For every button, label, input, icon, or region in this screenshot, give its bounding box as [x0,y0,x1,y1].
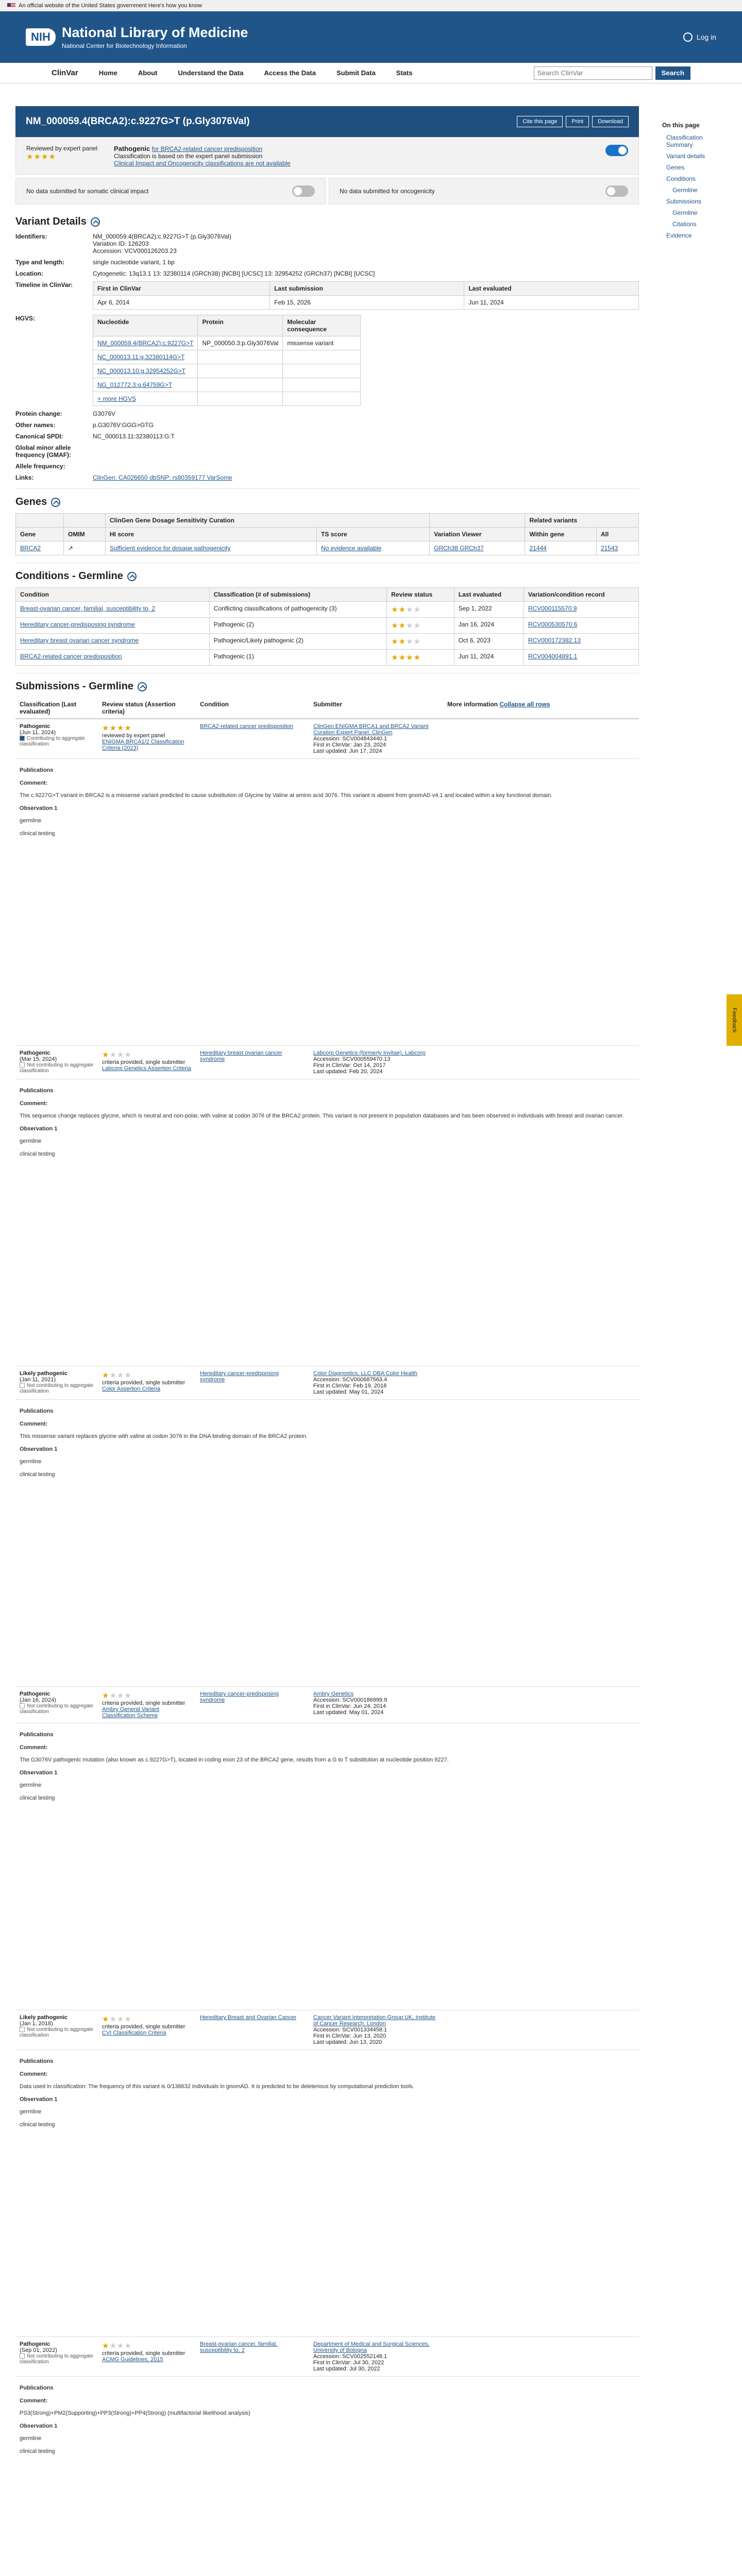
condition-row: Breast-ovarian cancer, familial, susceptibility to, 2 Conflicting classifications of pathogenicity (3) ★★★★ Sep 1, 2022 RCV000115570.9 [16,602,639,618]
nav-about[interactable]: About [138,69,158,77]
nih-badge: NIH [26,28,56,46]
genes-heading[interactable]: Genes [15,496,639,508]
sidebar-item[interactable]: Submissions [666,198,702,205]
submission-row: Pathogenic (Jun 11, 2024) Contributing to aggregate classification ★★★★ reviewed by expert panel ENIGMA BRCA1/2 Classification Criteria (2023) BRCA2-related cancer predisposition ClinGen ENIGMA BRCA1 and BRCA2 Variant Curation Expert Panel, ClinGen Accession: SCV004843440.1 First in ClinVar: Jan 23, 2024 Last updated: Jun 17, 2024 [15,719,639,759]
germline-overview: Reviewed by expert panel ★★★★ Pathogenic for BRCA2-related cancer predisposition Classification is based on the expert panel submission Clinical Impact and Oncogenicity classifications are not available [15,137,639,175]
more-hgvs[interactable]: + more HGVS [93,392,198,406]
site-title: National Library of Medicine [61,25,248,40]
contributing-icon [20,2353,25,2359]
site-subtitle: National Center for Biotechnology Information [61,42,187,49]
contributing-icon [20,1062,25,1067]
review-stars: ★★★★ [102,1691,132,1700]
contributing-icon [20,736,25,741]
review-stars: ★★★★ [102,2342,132,2350]
sidebar-title: On this page [662,122,700,129]
hgvs-table: Nucleotide Protein Molecular consequence NM_000059.4(BRCA2):c.9227G>T NP_000050.3:p.Gly3076Val missense variant NC_000013.11:g.32380114G>T NC_000013.10:g.32954252G>T NG_012772.3:g.64759G>T + more HGVS [93,315,361,406]
genes-table: ClinGen Gene Dosage Sensitivity Curation Related variants Gene OMIM HI score TS score Variation Viewer Within gene All BRCA2 ↗ Sufficient evidence for dosage pathogenicity No evidence available GRCh38 GRCh37 21444 21543 [15,513,639,555]
sidebar-item[interactable]: Germline [672,209,698,216]
submission-detail: Publications Comment: This sequence change replaces glycine, which is neutral and non-polar, with valine at codon 3076 of the BRCA2 protein. This variant is not present in population databases and has been observed in individuals with breast and ovarian cancer. Observation 1 germline clinical testing [15,1079,639,1366]
submission-row: Likely pathogenic (Jan 1, 2018) Not contributing to aggregate classification ★★★★ criteria provided, single submitter CVI Classification Criteria Hereditary Breast and Ovarian Cancer Cancer Variant Interpretation Group UK, Institute of Cancer Research, London Accession: SCV001334458.1 First in ClinVar: Jun 13, 2020 Last updated: Jun 13, 2020 [15,2010,639,2050]
feedback-button[interactable]: Feedback [727,994,742,1046]
sidebar-item[interactable]: Conditions [666,175,696,182]
classification: Pathogenic [114,145,150,152]
variant-titlebar [15,106,639,137]
submission-detail: Publications Comment: PS3(Strong)+PM2(Supporting)+PP3(Strong)+PP4(Strong) (multifactorial likelihood analysis) Observation 1 germline clinical testing [15,2377,639,2576]
nav-access[interactable]: Access the Data [264,69,316,77]
submission-row: Likely pathogenic (Jan 11, 2021) Not contributing to aggregate classification ★★★★ criteria provided, single submitter Color Assertion Criteria Hereditary cancer-predisposing syndrome Color Diagnostics, LLC DBA Color Health Accession: SCV000687563.4 First in ClinVar: Feb 19, 2018 Last updated: May 01, 2024 [15,1366,639,1400]
review-level: Reviewed by expert panel [26,145,98,152]
condition-link[interactable]: Hereditary cancer-predisposing syndrome [16,618,210,634]
review-stars: ★★★★ [391,605,421,614]
main-content: NM_000059.4(BRCA2):c.9227G>T (p.Gly3076Val) Cite this page Print Download Reviewed by expert panel ★★★★ Pathogenic for BRCA2-related cancer predisposition Classification is based on the expert panel submission Clinical Impact and Oncogenicity classifications are not available No data submitted for somatic clinical impact No data submitted for oncogenicity Variant Details Identifiers: NM_000059.4(BRCA2):c.9227G>T (p.Gly3076Val) Variation ID: 126203 Accession: VCV000126203.23 Type and length: single nucleotide variant, 1 bp Location: Cytogenetic: 13q13.1 13: 32380114 (GRCh38) [NCBI] [UCSC] 13: 32954252 (GRCh37) [NCBI] [UCSC] Timeline in ClinVar: First in ClinVar Last submission Last evaluated Apr 6, 2014 Feb 15, 2026 Jun 11, 2024 HGVS: Nucleotide Protein Molecular consequence NM_000059.4(BRCA2):c.9227G>T NP_000050.3:p.Gly3076Val missense variant NC_000013.11:g.32380114G>T NC_000013.10:g.32954252G>T NG_012772.3:g.64759G>T + more HGVS Protein change: G3076V Other names: p.G3076V:GGG>GTG Canonical SPDI: NC_000013.11:32380113:G:T Global minor allele frequency (GMAF): Allele frequency: Links: ClinGen: CA026650 dbSNP: rs80359177 VarSome Genes ClinGen Gene Dosage Sensitivity Curation Related variants Gene OMIM HI score TS score Variation Viewer Within gene All BRCA2 ↗ Sufficient evidence for dosage pathogenicity No evidence available GRCh38 GRCh37 21444 21543 Conditions - Germline Condition Classification (# of submissions) Review status Last evaluated Variation/condition record Breast-ovarian cancer, familial, susceptibility to, 2 Conflicting classifications of pathogenicity (3) ★★★★ Sep 1, 2022 RCV000115570.9 Hereditary cancer-predisposing syndrome Pathogenic (2) ★★★★ Jan 16, 2024 RCV000530570.6 Hereditary breast ovarian cancer syndrome Pathogenic/Likely pathogenic (2) ★★★★ Oct 6, 2023 RCV000172382.13 BRCA2-related cancer predisposition Pathogenic (1) ★★★★ Jun 11, 2024 RCV004004891.1 Submissions - Germline Classification (Last evaluated) Review status (Assertion criteria) Condition Submitter More information Collapse all rows Pathogenic (Jun 11, 2024) Contributing to aggregate classification ★★★★ reviewed by expert panel ENIGMA BRCA1/2 Classification Criteria (2023) BRCA2-related cancer predisposition ClinGen ENIGMA BRCA1 and BRCA2 Variant Curation Expert Panel, ClinGen Accession: SCV004843440.1 First in ClinVar: Jan 23, 2024 Last updated: Jun 17, 2024 Publications Comment: The c.9227G>T variant in BRCA2 is a missense variant predicted to cause substitution of Glycine by Valine at amino acid 3076. This variant is absent from gnomAD v4.1 and located within a key functional domain. Observation 1 germline clinical testing Pathogenic (Mar 15, 2024) Not contributing to aggregate classification ★★★★ criteria provided, single submitter Labcorp Genetics Assertion Criteria Hereditary breast ovarian cancer syndrome Labcorp Genetics (formerly Invitae), Labcorp Accession: SCV000559470.13 First in ClinVar: Oct 14, 2017 Last updated: Feb 20, 2024 Publications Comment: This sequence change replaces glycine, which is neutral and non-polar, with valine at codon 3076 of the BRCA2 protein. This variant is not present in population databases and has been observed in individuals with breast and ovarian cancer. Observation 1 germline clinical testing Likely pathogenic (Jan 11, 2021) Not contributing to aggregate classification ★★★★ criteria provided, single submitter Color Assertion Criteria Hereditary cancer-predisposing syndrome Color Diagnostics, LLC DBA Color Health Accession: SCV000687563.4 First in ClinVar: Feb 19, 2018 Last updated: May 01, 2024 Publications Comment: This missense variant replaces glycine with valine at codon 3076 in the DNA binding domain of the BRCA2 protein. Observation 1 germline clinical testing Pathogenic (Jan 16, 2024) Not contributing to aggregate classification ★★★★ criteria provided, single submitter Ambry General Variant Classification Scheme Hereditary cancer-predisposing syndrome Ambry Genetics Accession: SCV000186999.9 First in ClinVar: Jun 24, 2014 Last updated: May 01, 2024 Publications Comment: The G3076V pathogenic mutation (also known as c.9227G>T), located in coding exon 23 of the BRCA2 gene, results from a G to T substitution at nucleotide position 9227. Observation 1 germline clinical testing Likely pathogenic (Jan 1, 2018) Not contributing to aggregate classification ★★★★ criteria provided, single submitter CVI Classification Criteria Hereditary Breast and Ovarian Cancer Cancer Variant Interpretation Group UK, Institute of Cancer Research, London Accession: SCV001334458.1 First in ClinVar: Jun 13, 2020 Last updated: Jun 13, 2020 Publications Comment: Data used in classification: The frequency of this variant is 0/138632 individuals in gnomAD. It is predicted to be deleterious by computational prediction tools. Observation 1 germline clinical testing Pathogenic (Sep 01, 2022) Not contributing to aggregate classification ★★★★ criteria provided, single submitter ACMG Guidelines, 2015 Breast-ovarian cancer, familial, susceptibility to, 2 Department of Medical and Surgical Sciences, University of Bologna Accession: SCV002552148.1 First in ClinVar: Jul 30, 2022 Last updated: Jul 30, 2022 Publications Comment: PS3(Strong)+PM2(Supporting)+PP3(Strong)+PP4(Strong) (multifactorial likelihood analysis) Observation 1 germline clinical testing [0,106,654,2576]
condition-link[interactable]: Hereditary breast ovarian cancer syndrome [16,634,210,650]
clinvar-home[interactable]: ClinVar [52,69,78,77]
condition-link[interactable]: for BRCA2-related cancer predisposition [151,145,263,152]
gov-banner: An official website of the United States government Here's how you know [0,0,742,11]
page-title: NM_000059.4(BRCA2):c.9227G>T (p.Gly3076Val) [26,116,250,127]
somatic-box: No data submitted for somatic clinical impact [15,178,326,205]
review-stars: ★★★★ [391,621,421,630]
submission-detail: Publications Comment: This missense variant replaces glycine with valine at codon 3076 in the DNA binding domain of the BRCA2 protein. Observation 1 germline clinical testing [15,1400,639,1687]
conditions-table: Condition Classification (# of submissions) Review status Last evaluated Variation/condition record Breast-ovarian cancer, familial, susceptibility to, 2 Conflicting classifications of pathogenicity (3) ★★★★ Sep 1, 2022 RCV000115570.9 Hereditary cancer-predisposing syndrome Pathogenic (2) ★★★★ Jan 16, 2024 RCV000530570.6 Hereditary breast ovarian cancer syndrome Pathogenic/Likely pathogenic (2) ★★★★ Oct 6, 2023 RCV000172382.13 BRCA2-related cancer predisposition Pathogenic (1) ★★★★ Jun 11, 2024 RCV004004891.1 [15,587,639,666]
submission-row: Pathogenic (Jan 16, 2024) Not contributing to aggregate classification ★★★★ criteria provided, single submitter Ambry General Variant Classification Scheme Hereditary cancer-predisposing syndrome Ambry Genetics Accession: SCV000186999.9 First in ClinVar: Jun 24, 2014 Last updated: May 01, 2024 [15,1687,639,1723]
nav-home[interactable]: Home [98,69,117,77]
collapse-icon[interactable] [138,682,147,691]
submission-row: Pathogenic (Mar 15, 2024) Not contributing to aggregate classification ★★★★ criteria provided, single submitter Labcorp Genetics Assertion Criteria Hereditary breast ovarian cancer syndrome Labcorp Genetics (formerly Invitae), Labcorp Accession: SCV000559470.13 First in ClinVar: Oct 14, 2017 Last updated: Feb 20, 2024 [15,1046,639,1079]
collapse-all-button[interactable]: Collapse all rows [499,701,550,708]
sidebar-item[interactable]: Variant details [666,152,705,160]
condition-link[interactable]: BRCA2-related cancer predisposition [16,650,210,666]
conditions-heading[interactable]: Conditions - Germline [15,570,639,582]
contributing-icon [20,2027,25,2032]
review-stars: ★★★★ [102,2015,132,2024]
nav-submit[interactable]: Submit Data [336,69,376,77]
us-flag-icon [7,3,15,8]
review-stars: ★★★★ [102,1371,132,1380]
submission-detail: Publications Comment: The c.9227G>T variant in BRCA2 is a missense variant predicted to cause substitution of Glycine by Valine at amino acid 3076. This variant is absent from gnomAD v4.1 and located within a key functional domain. Observation 1 germline clinical testing [15,759,639,1046]
variant-details-heading[interactable]: Variant Details [15,216,639,228]
cite-button[interactable]: Cite this page [517,116,563,127]
condition-row: BRCA2-related cancer predisposition Pathogenic (1) ★★★★ Jun 11, 2024 RCV004004891.1 [16,650,639,666]
collapse-icon[interactable] [127,572,137,581]
login-link[interactable]: Log in [683,32,716,42]
nav-stats[interactable]: Stats [396,69,413,77]
sidebar-item[interactable]: Citations [672,221,697,228]
print-button[interactable]: Print [566,116,589,127]
search-button[interactable]: Search [655,66,690,80]
germline-toggle[interactable] [605,145,628,156]
submission-row: Pathogenic (Sep 01, 2022) Not contributing to aggregate classification ★★★★ criteria provided, single submitter ACMG Guidelines, 2015 Breast-ovarian cancer, familial, susceptibility to, 2 Department of Medical and Surgical Sciences, University of Bologna Accession: SCV002552148.1 First in ClinVar: Jul 30, 2022 Last updated: Jul 30, 2022 [15,2337,639,2377]
clinvar-nav [0,63,742,83]
on-this-page [662,122,734,241]
search-input[interactable] [534,66,652,80]
variant-details: Identifiers: NM_000059.4(BRCA2):c.9227G>T (p.Gly3076Val) Variation ID: 126203 Accession: VCV000126203.23 Type and length: single nucleotide variant, 1 bp Location: Cytogenetic: 13q13.1 13: 32380114 (GRCh38) [NCBI] [UCSC] 13: 32954252 (GRCh37) [NCBI] [UCSC] Timeline in ClinVar: First in ClinVar Last submission Last evaluated Apr 6, 2014 Feb 15, 2026 Jun 11, 2024 [15,233,639,310]
condition-link[interactable]: Breast-ovarian cancer, familial, susceptibility to, 2 [16,602,210,618]
oncogenicity-box: No data submitted for oncogenicity [329,178,639,205]
sidebar-item[interactable]: Genes [666,164,685,171]
review-stars: ★★★★ [391,637,421,646]
nlm-header [0,11,742,63]
contributing-icon [20,1383,25,1388]
review-stars: ★★★★ [102,1050,132,1059]
omim-link-icon[interactable]: ↗ [63,541,105,555]
collapse-icon[interactable] [91,217,100,227]
somatic-toggle[interactable] [292,185,315,197]
submission-detail: Publications Comment: Data used in classification: The frequency of this variant is 0/138632 individuals in gnomAD. It is predicted to be deleterious by computational prediction tools. Observation 1 germline clinical testing [15,2050,639,2337]
sidebar-item[interactable]: Evidence [666,232,692,239]
condition-row: Hereditary cancer-predisposing syndrome Pathogenic (2) ★★★★ Jan 16, 2024 RCV000530570.6 [16,618,639,634]
review-stars: ★★★★ [391,653,421,662]
review-stars: ★★★★ [26,152,56,161]
condition-row: Hereditary breast ovarian cancer syndrome Pathogenic/Likely pathogenic (2) ★★★★ Oct 6, 2023 RCV000172382.13 [16,634,639,650]
submissions-table: Classification (Last evaluated) Review status (Assertion criteria) Condition Submitter More information Collapse all rows Pathogenic (Jun 11, 2024) Contributing to aggregate classification ★★★★ reviewed by expert panel ENIGMA BRCA1/2 Classification Criteria (2023) BRCA2-related cancer predisposition ClinGen ENIGMA BRCA1 and BRCA2 Variant Curation Expert Panel, ClinGen Accession: SCV004843440.1 First in ClinVar: Jan 23, 2024 Last updated: Jun 17, 2024 Publications Comment: The c.9227G>T variant in BRCA2 is a missense variant predicted to cause substitution of Glycine by Valine at amino acid 3076. This variant is absent from gnomAD v4.1 and located within a key functional domain. Observation 1 germline clinical testing Pathogenic (Mar 15, 2024) Not contributing to aggregate classification ★★★★ criteria provided, single submitter Labcorp Genetics Assertion Criteria Hereditary breast ovarian cancer syndrome Labcorp Genetics (formerly Invitae), Labcorp Accession: SCV000559470.13 First in ClinVar: Oct 14, 2017 Last updated: Feb 20, 2024 Publications Comment: This sequence change replaces glycine, which is neutral and non-polar, with valine at codon 3076 of the BRCA2 protein. This variant is not present in population databases and has been observed in individuals with breast and ovarian cancer. Observation 1 germline clinical testing Likely pathogenic (Jan 11, 2021) Not contributing to aggregate classification ★★★★ criteria provided, single submitter Color Assertion Criteria Hereditary cancer-predisposing syndrome Color Diagnostics, LLC DBA Color Health Accession: SCV000687563.4 First in ClinVar: Feb 19, 2018 Last updated: May 01, 2024 Publications Comment: This missense variant replaces glycine with valine at codon 3076 in the DNA binding domain of the BRCA2 protein. Observation 1 germline clinical testing Pathogenic (Jan 16, 2024) Not contributing to aggregate classification ★★★★ criteria provided, single submitter Ambry General Variant Classification Scheme Hereditary cancer-predisposing syndrome Ambry Genetics Accession: SCV000186999.9 First in ClinVar: Jun 24, 2014 Last updated: May 01, 2024 Publications Comment: The G3076V pathogenic mutation (also known as c.9227G>T), located in coding exon 23 of the BRCA2 gene, results from a G to T substitution at nucleotide position 9227. Observation 1 germline clinical testing Likely pathogenic (Jan 1, 2018) Not contributing to aggregate classification ★★★★ criteria provided, single submitter CVI Classification Criteria Hereditary Breast and Ovarian Cancer Cancer Variant Interpretation Group UK, Institute of Cancer Research, London Accession: SCV001334458.1 First in ClinVar: Jun 13, 2020 Last updated: Jun 13, 2020 Publications Comment: Data used in classification: The frequency of this variant is 0/138632 individuals in gnomAD. It is predicted to be deleterious by computational prediction tools. Observation 1 germline clinical testing Pathogenic (Sep 01, 2022) Not contributing to aggregate classification ★★★★ criteria provided, single submitter ACMG Guidelines, 2015 Breast-ovarian cancer, familial, susceptibility to, 2 Department of Medical and Surgical Sciences, University of Bologna Accession: SCV002552148.1 First in ClinVar: Jul 30, 2022 Last updated: Jul 30, 2022 Publications Comment: PS3(Strong)+PM2(Supporting)+PP3(Strong)+PP4(Strong) (multifactorial likelihood analysis) Observation 1 germline clinical testing [15,698,639,2576]
onco-toggle[interactable] [605,185,628,197]
contributing-icon [20,1703,25,1708]
timeline-table: First in ClinVar Last submission Last evaluated Apr 6, 2014 Feb 15, 2026 Jun 11, 2024 [93,281,639,310]
account-icon [683,32,693,42]
nav-understand[interactable]: Understand the Data [178,69,244,77]
sidebar-item[interactable]: Germline [672,187,698,194]
submissions-heading[interactable]: Submissions - Germline [15,681,639,692]
sidebar-item[interactable]: Classification Summary [666,134,703,148]
download-button[interactable]: Download [592,116,629,127]
nlm-logo[interactable] [26,25,248,49]
collapse-icon[interactable] [51,498,60,507]
review-stars: ★★★★ [102,724,132,733]
submission-detail: Publications Comment: The G3076V pathogenic mutation (also known as c.9227G>T), located in coding exon 23 of the BRCA2 gene, results from a G to T substitution at nucleotide position 9227. Observation 1 germline clinical testing [15,1723,639,2010]
